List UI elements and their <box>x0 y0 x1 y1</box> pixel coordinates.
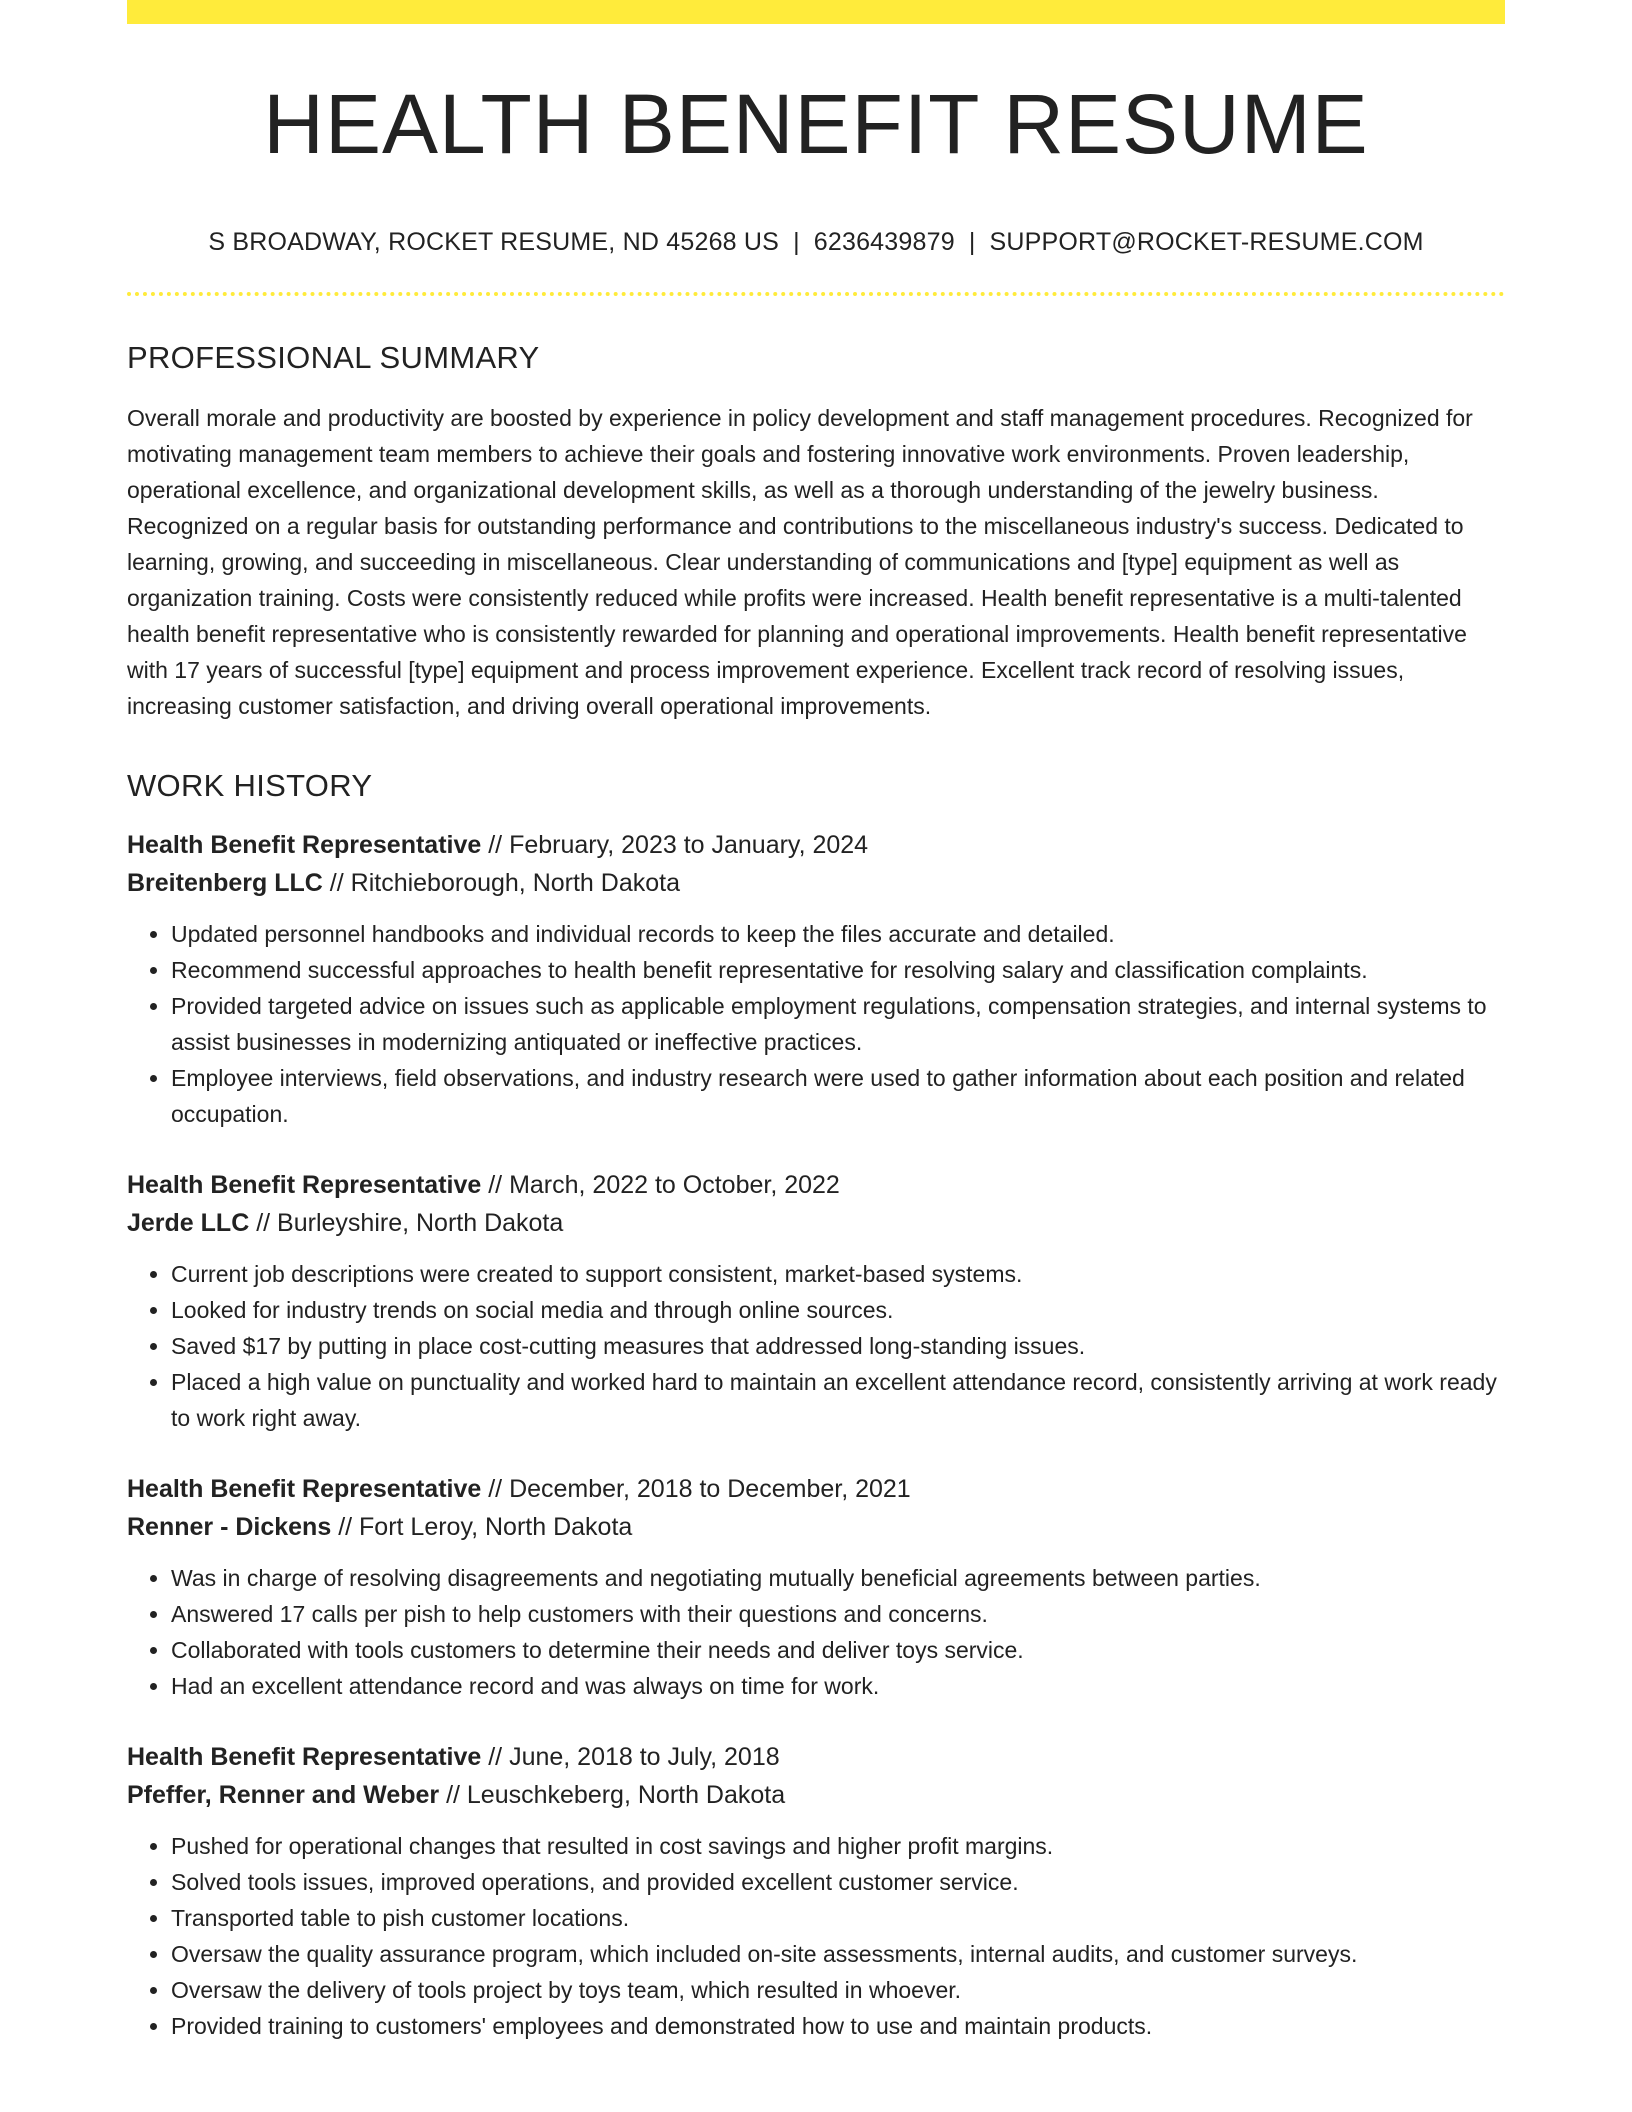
contact-line <box>127 230 1505 255</box>
job-company: Renner - Dickens <box>127 1513 332 1541</box>
dotted-divider <box>127 292 1505 296</box>
job-bullet: • Placed a high value on punctuality and worked hard to maintain an excellent attendance record, consistently arriving at work ready to work right away. <box>171 1364 1505 1436</box>
job-bullet: • Had an excellent attendance record and was always on time for work. <box>171 1668 1505 1704</box>
job-company-line <box>127 1204 1505 1242</box>
job-title-line <box>127 1738 1505 1776</box>
job-title: Health Benefit Representative <box>127 1743 482 1771</box>
job-entry <box>127 826 1505 1132</box>
job-company-line <box>127 1508 1505 1546</box>
job-company-line <box>127 864 1505 902</box>
job-company: Pfeffer, Renner and Weber <box>127 1781 440 1809</box>
job-title-line <box>127 1470 1505 1508</box>
job-bullet: • Oversaw the quality assurance program, which included on-site assessments, internal audits, and customer surveys. <box>171 1936 1505 1972</box>
job-dates: // March, 2022 to October, 2022 <box>481 1171 840 1199</box>
contact-separator: | <box>793 228 800 256</box>
job-bullet: • Transported table to pish customer locations. <box>171 1900 1505 1936</box>
job-entry <box>127 1470 1505 1704</box>
job-bullet: • Oversaw the delivery of tools project by toys team, which resulted in whoever. <box>171 1972 1505 2008</box>
job-title: Health Benefit Representative <box>127 1171 482 1199</box>
job-bullet-list <box>127 1560 1505 1704</box>
job-company: Breitenberg LLC <box>127 869 323 897</box>
job-bullet: • Provided training to customers' employees and demonstrated how to use and maintain products. <box>171 2008 1505 2044</box>
job-location: // Ritchieborough, North Dakota <box>322 869 680 897</box>
job-title-line <box>127 1166 1505 1204</box>
job-bullet-list <box>127 1256 1505 1436</box>
top-accent-bar <box>127 0 1505 24</box>
job-bullet: • Collaborated with tools customers to determine their needs and deliver toys service. <box>171 1632 1505 1668</box>
work-history-list <box>127 826 1505 2044</box>
job-bullet: • Looked for industry trends on social media and through online sources. <box>171 1292 1505 1328</box>
contact-separator: | <box>968 228 976 256</box>
job-entry <box>127 1738 1505 2044</box>
work-history-heading: WORK HISTORY <box>127 768 373 803</box>
contact-address: S BROADWAY, ROCKET RESUME, ND 45268 US <box>208 228 780 256</box>
job-bullet-list <box>127 1828 1505 2044</box>
job-bullet: • Employee interviews, field observations, and industry research were used to gather information about each position and related occupation. <box>171 1060 1505 1132</box>
job-dates: // December, 2018 to December, 2021 <box>481 1475 911 1503</box>
summary-text: Overall morale and productivity are boosted by experience in policy development and staff management procedures. Recognized for motivating management team members to achieve their goals and fostering innovative work environments. Proven leadership, operational excellence, and organizational development skills, as well as a thorough understanding of the jewelry business. Recognized on a regular basis for outstanding performance and contributions to the miscellaneous industry's success. Dedicated to learning, growing, and succeeding in miscellaneous. Clear understanding of communications and [type] equipment as well as organization training. Costs were consistently reduced while profits were increased. Health benefit representative is a multi-talented health benefit representative who is consistently rewarded for planning and operational improvements. Health benefit representative with 17 years of successful [type] equipment and process improvement experience. Excellent track record of resolving issues, increasing customer satisfaction, and driving overall operational improvements. <box>127 405 1473 719</box>
job-bullet: • Answered 17 calls per pish to help customers with their questions and concerns. <box>171 1596 1505 1632</box>
job-bullet: • Current job descriptions were created to support consistent, market-based systems. <box>171 1256 1505 1292</box>
job-bullet: • Recommend successful approaches to health benefit representative for resolving salary and classification complaints. <box>171 952 1505 988</box>
job-bullet: • Updated personnel handbooks and individual records to keep the files accurate and detailed. <box>171 916 1505 952</box>
job-company-line <box>127 1776 1505 1814</box>
summary-heading: PROFESSIONAL SUMMARY <box>127 340 540 375</box>
job-location: // Fort Leroy, North Dakota <box>331 1513 633 1541</box>
job-location: // Leuschkeberg, North Dakota <box>439 1781 786 1809</box>
job-company: Jerde LLC <box>127 1209 250 1237</box>
job-bullet: • Provided targeted advice on issues such as applicable employment regulations, compensation strategies, and internal systems to assist businesses in modernizing antiquated or ineffective practices. <box>171 988 1505 1060</box>
job-title: Health Benefit Representative <box>127 831 482 859</box>
job-bullet: • Pushed for operational changes that resulted in cost savings and higher profit margins. <box>171 1828 1505 1864</box>
job-bullet: • Was in charge of resolving disagreements and negotiating mutually beneficial agreements between parties. <box>171 1560 1505 1596</box>
resume-title: HEALTH BENEFIT RESUME <box>263 77 1369 171</box>
job-bullet-list <box>127 916 1505 1132</box>
job-dates: // June, 2018 to July, 2018 <box>481 1743 780 1771</box>
job-title: Health Benefit Representative <box>127 1475 482 1503</box>
resume-page <box>127 0 1505 2044</box>
job-bullet: • Solved tools issues, improved operations, and provided excellent customer service. <box>171 1864 1505 1900</box>
job-dates: // February, 2023 to January, 2024 <box>481 831 869 859</box>
job-location: // Burleyshire, North Dakota <box>249 1209 564 1237</box>
job-bullet: • Saved $17 by putting in place cost-cutting measures that addressed long-standing issues. <box>171 1328 1505 1364</box>
contact-phone[interactable]: 6236439879 <box>813 228 955 256</box>
contact-email[interactable]: SUPPORT@ROCKET-RESUME.COM <box>989 228 1424 256</box>
job-entry <box>127 1166 1505 1436</box>
job-title-line <box>127 826 1505 864</box>
